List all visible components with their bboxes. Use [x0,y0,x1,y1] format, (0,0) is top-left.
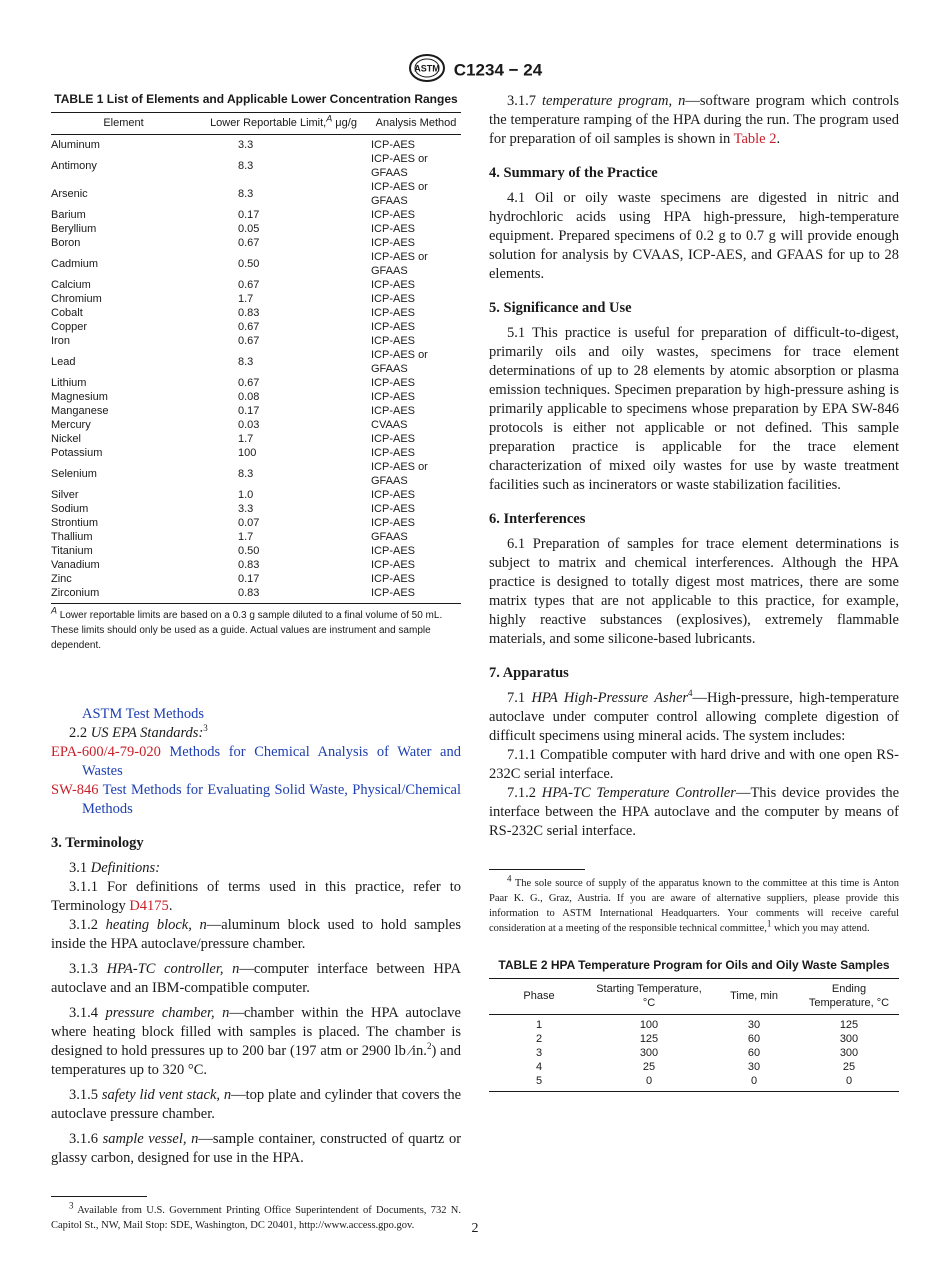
left-body-text [51,705,461,1168]
limit-cell: 0.17 [238,209,260,221]
table-row [489,1046,899,1060]
element-cell: Lead [51,356,76,368]
element-cell: Nickel [51,433,81,445]
table-row [51,418,461,432]
section-3-1-1: 3.1.1 For definitions of terms used in this practice, refer to Terminology D4175. [51,879,461,914]
table-row [51,306,461,320]
method-cell: GFAAS [371,531,408,543]
section-4-heading: 4. Summary of the Practice [489,165,658,181]
ending-temperature-cell: 125 [839,1019,859,1031]
table-row [51,516,461,530]
element-cell: Manganese [51,405,109,417]
method-cell: ICP-AES [371,223,416,235]
element-cell: Lithium [51,377,87,389]
column-header-method: Analysis Method [371,113,461,135]
limit-cell: 1.7 [238,531,254,543]
table-row [51,572,461,586]
method-cell: ICP-AES or GFAAS [371,251,428,277]
method-cell: ICP-AES [371,237,416,249]
method-cell: ICP-AES [371,433,416,445]
table-row [51,488,461,502]
svg-text:ASTM: ASTM [414,63,440,74]
phase-cell: 4 [535,1061,543,1073]
section-7-heading: 7. Apparatus [489,665,569,681]
method-cell: ICP-AES [371,447,416,459]
method-cell: ICP-AES [371,139,416,151]
section-3-heading: 3. Terminology [51,835,144,851]
section-3-1-6: 3.1.6 sample vessel, n—sample container, constructed of quartz or glassy carbon, designed for use in the HPA. [51,1131,462,1166]
table-row [51,278,461,292]
element-cell: Antimony [51,160,97,172]
limit-cell: 0.50 [238,258,260,270]
element-cell: Arsenic [51,188,88,200]
element-cell: Mercury [51,419,91,431]
limit-cell: 0.50 [238,545,260,557]
limit-cell: 8.3 [238,356,254,368]
document-number: C1234 − 24 [453,60,543,80]
table-2-link[interactable]: Table 2 [733,131,777,147]
section-6-heading: 6. Interferences [489,511,586,527]
table-row [489,1074,899,1092]
table-row [51,222,461,236]
method-cell: CVAAS [371,419,408,431]
starting-temperature-cell: 25 [642,1061,656,1073]
limit-cell: 100 [238,447,257,459]
limit-cell: 0.67 [238,335,260,347]
section-7-1: 7.1 HPA High-Pressure Asher$^4$—High-pressure, high-temperature autoclave under computer control allowing complete digestion of difficult specimens using mineral acids. The system includes: [489,688,899,744]
limit-cell: 8.3 [238,188,254,200]
section-7-1-2: 7.1.2 HPA-TC Temperature Controller—This device provides the interface between the HPA autoclave and the computer by means of RS-232C serial interface. [489,785,900,839]
element-cell: Boron [51,237,81,249]
method-cell: ICP-AES [371,517,416,529]
method-cell: ICP-AES or GFAAS [371,153,428,179]
method-cell: ICP-AES [371,209,416,221]
limit-cell: 0.17 [238,405,260,417]
section-5-1: 5.1 This practice is useful for preparation of difficult-to-digest, primarily oils and oily wastes, specimens for trace element determinations of up to 28 elements by atomic absorption or plasma emission techniques. Specimen preparation by high-pressure ashing is primarily applicable to specimens whose preparation by EPA SW-846 protocols is either not applicable or not defined. This sample preparation practice is applicable for the trace element characterization of mixed oily wastes for use by waste treatment facilities such as incinerators or waste stabilization facilities. [489,325,899,493]
column-header-starting-temperature: Starting Temperature, °C [589,979,709,1015]
limit-cell: 0.67 [238,321,260,333]
limit-cell: 0.08 [238,391,260,403]
section-3-1-5: 3.1.5 safety lid vent stack, n—top plate and cylinder that covers the autoclave pressure chamber. [51,1087,462,1122]
element-cell: Magnesium [51,391,108,403]
limit-cell: 1.7 [238,433,254,445]
table-2-caption: TABLE 2 HPA Temperature Program for Oils and Oily Waste Samples [498,958,890,972]
element-cell: Aluminum [51,139,100,151]
table-row [51,292,461,306]
section-2-2: 2.2 US EPA Standards:$^3$ [69,723,208,741]
table-row [51,348,461,376]
element-cell: Selenium [51,468,97,480]
starting-temperature-cell: 100 [639,1019,659,1031]
element-cell: Strontium [51,517,99,529]
element-cell: Cadmium [51,258,99,270]
table-row [51,446,461,460]
column-header-phase: Phase [489,979,589,1015]
table-row [51,320,461,334]
table-row [51,180,461,208]
table-row [51,376,461,390]
starting-temperature-cell: 0 [645,1075,653,1087]
time-cell: 30 [747,1019,761,1031]
element-cell: Copper [51,321,88,333]
ending-temperature-cell: 300 [839,1047,859,1059]
table-row [51,530,461,544]
method-cell: ICP-AES [371,587,416,599]
footnote-rule-left [51,1196,147,1197]
method-cell: ICP-AES or GFAAS [371,461,428,487]
element-cell: Barium [51,209,86,221]
phase-cell: 2 [535,1033,543,1045]
table-row [51,334,461,348]
section-3-1-4: 3.1.4 pressure chamber, n—chamber within the HPA autoclave where heating block filled with samples is placed. The chamber is designed to hold pressures up to 200 bar (197 atm or 2900 lb ⁄in.$^2$) and temperatures up to 320 °C. [51,1005,461,1078]
element-cell: Potassium [51,447,103,459]
ending-temperature-cell: 300 [839,1033,859,1045]
d4175-link[interactable]: D4175 [129,898,169,914]
page-number: 2 [471,1221,479,1236]
starting-temperature-cell: 125 [639,1033,659,1045]
element-cell: Cobalt [51,307,83,319]
limit-cell: 0.83 [238,307,260,319]
ending-temperature-cell: 0 [845,1075,853,1087]
table-1-grid [51,112,461,604]
method-cell: ICP-AES [371,279,416,291]
method-cell: ICP-AES or GFAAS [371,181,428,207]
table-row [51,586,461,604]
element-cell: Thallium [51,531,93,543]
ending-temperature-cell: 25 [842,1061,856,1073]
footnote-rule-right [489,869,585,870]
table-1-caption: TABLE 1 List of Elements and Applicable Lower Concentration Ranges [54,92,458,106]
time-cell: 30 [747,1061,761,1073]
table-row [51,250,461,278]
method-cell: ICP-AES [371,405,416,417]
limit-cell: 0.03 [238,419,260,431]
method-cell: ICP-AES [371,293,416,305]
starting-temperature-cell: 300 [639,1047,659,1059]
table-row [489,1060,899,1074]
limit-cell: 8.3 [238,160,254,172]
method-cell: ICP-AES [371,391,416,403]
table-1-body [51,135,461,604]
section-6-1: 6.1 Preparation of samples for trace element determinations is subject to matrix and chemical interferences. Although the HPA practice is designed to totally digest most matrices, there are some matrix types that are not applicable to this practice, for example, highly reactive substances (explosives), extremely flammable materials, and some silicone-based lubricants. [489,536,899,647]
method-cell: ICP-AES [371,559,416,571]
phase-cell: 3 [535,1047,543,1059]
element-cell: Sodium [51,503,89,515]
method-cell: ICP-AES [371,335,416,347]
table-row [51,135,461,153]
limit-cell: 0.17 [238,573,260,585]
table-1 [51,92,461,653]
table-row [51,502,461,516]
section-3-1-7: 3.1.7 temperature program, n—software program which controls the temperature ramping of the HPA during the run. The program used for preparation of oil samples is shown in Table 2. [489,93,899,147]
page-header [0,53,950,88]
limit-cell: 3.3 [238,503,254,515]
table-row [51,460,461,488]
method-cell: ICP-AES [371,321,416,333]
astm-logo-icon [408,53,446,88]
table-row [51,236,461,250]
element-cell: Silver [51,489,79,501]
limit-cell: 0.05 [238,223,260,235]
column-header-limit: Lower Reportable Limit,$^A$ μg/g [196,113,371,135]
element-cell: Vanadium [51,559,100,571]
table-2-grid [489,978,899,1092]
limit-cell: 1.7 [238,293,254,305]
astm-test-methods-link[interactable]: ASTM Test Methods [82,706,204,722]
footnote-3: $^3$ Available from U.S. Government Printing Office Superintendent of Documents, 732 N. Capitol St., NW, Mail Stop: SDE, Washington, DC 20401, http://www.access.gpo.gov. [51,1200,461,1231]
table-row [489,1032,899,1046]
method-cell: ICP-AES [371,573,416,585]
limit-cell: 1.0 [238,489,254,501]
method-cell: ICP-AES [371,307,416,319]
limit-cell: 0.67 [238,237,260,249]
time-cell: 60 [747,1033,761,1045]
limit-cell: 0.07 [238,517,260,529]
epa-reference[interactable]: EPA-600/4-79-020 Methods for Chemical Analysis of Water and Wastes [51,744,461,779]
method-cell: ICP-AES [371,489,416,501]
limit-cell: 3.3 [238,139,254,151]
element-cell: Iron [51,335,70,347]
column-header-time: Time, min [709,979,799,1015]
phase-cell: 1 [535,1019,543,1031]
table-row [51,152,461,180]
limit-cell: 0.83 [238,559,260,571]
section-3-1: 3.1 Definitions: [69,860,161,876]
element-cell: Zinc [51,573,72,585]
method-cell: ICP-AES [371,377,416,389]
right-column [489,92,899,1092]
table-row [51,404,461,418]
section-7-1-1: 7.1.1 Compatible computer with hard drive and with one open RS-232C serial interface. [489,747,899,782]
element-cell: Chromium [51,293,102,305]
element-cell: Titanium [51,545,93,557]
table-2 [489,958,899,1092]
table-row [489,1015,899,1033]
phase-cell: 5 [535,1075,543,1087]
time-cell: 0 [750,1075,758,1087]
method-cell: ICP-AES or GFAAS [371,349,428,375]
table-1-footnote: $^A$ Lower reportable limits are based on a 0.3 g sample diluted to a final volume of 50 mL. These limits should only be used as a guide. Actual values are instrument and sample dependent. [51,605,443,651]
column-header-ending-temperature: Ending Temperature, °C [799,979,899,1015]
column-header-element: Element [51,113,196,135]
limit-cell: 0.67 [238,279,260,291]
table-row [51,208,461,222]
section-3-1-2: 3.1.2 heating block, n—aluminum block used to hold samples inside the HPA autoclave/pressure chamber. [51,917,461,952]
element-cell: Zirconium [51,587,100,599]
table-row [51,390,461,404]
table-row [51,558,461,572]
element-cell: Calcium [51,279,91,291]
limit-cell: 0.83 [238,587,260,599]
table-row [51,544,461,558]
table-2-body [489,1015,899,1092]
section-4-1: 4.1 Oil or oily waste specimens are digested in nitric and hydrochloric acids using HPA high-pressure, high-temperature equipment. Prepared specimens of 0.2 g to 0.7 g will provide enough solution for analysis by CVAAS, ICP-AES, and GFAAS for up to 28 elements. [489,190,899,282]
method-cell: ICP-AES [371,503,416,515]
method-cell: ICP-AES [371,545,416,557]
time-cell: 60 [747,1047,761,1059]
element-cell: Beryllium [51,223,97,235]
sw846-reference[interactable]: SW-846 Test Methods for Evaluating Solid Waste, Physical/Chemical Methods [51,782,461,817]
section-3-1-3: 3.1.3 HPA-TC controller, n—computer interface between HPA autoclave and an IBM-compatible computer. [51,961,461,996]
limit-cell: 0.67 [238,377,260,389]
footnote-4: $^4$ The sole source of supply of the apparatus known to the committee at this time is Anton Paar K. G., Graz, Austria. If you are aware of alternative suppliers, please provide this information to ASTM International Headquarters. Your comments will receive careful consideration at a meeting of the responsible technical committee,$^1$ which you may attend. [489,873,899,934]
section-5-heading: 5. Significance and Use [489,300,632,316]
left-column [51,92,461,1233]
limit-cell: 8.3 [238,468,254,480]
right-body-text [489,92,899,841]
table-row [51,432,461,446]
